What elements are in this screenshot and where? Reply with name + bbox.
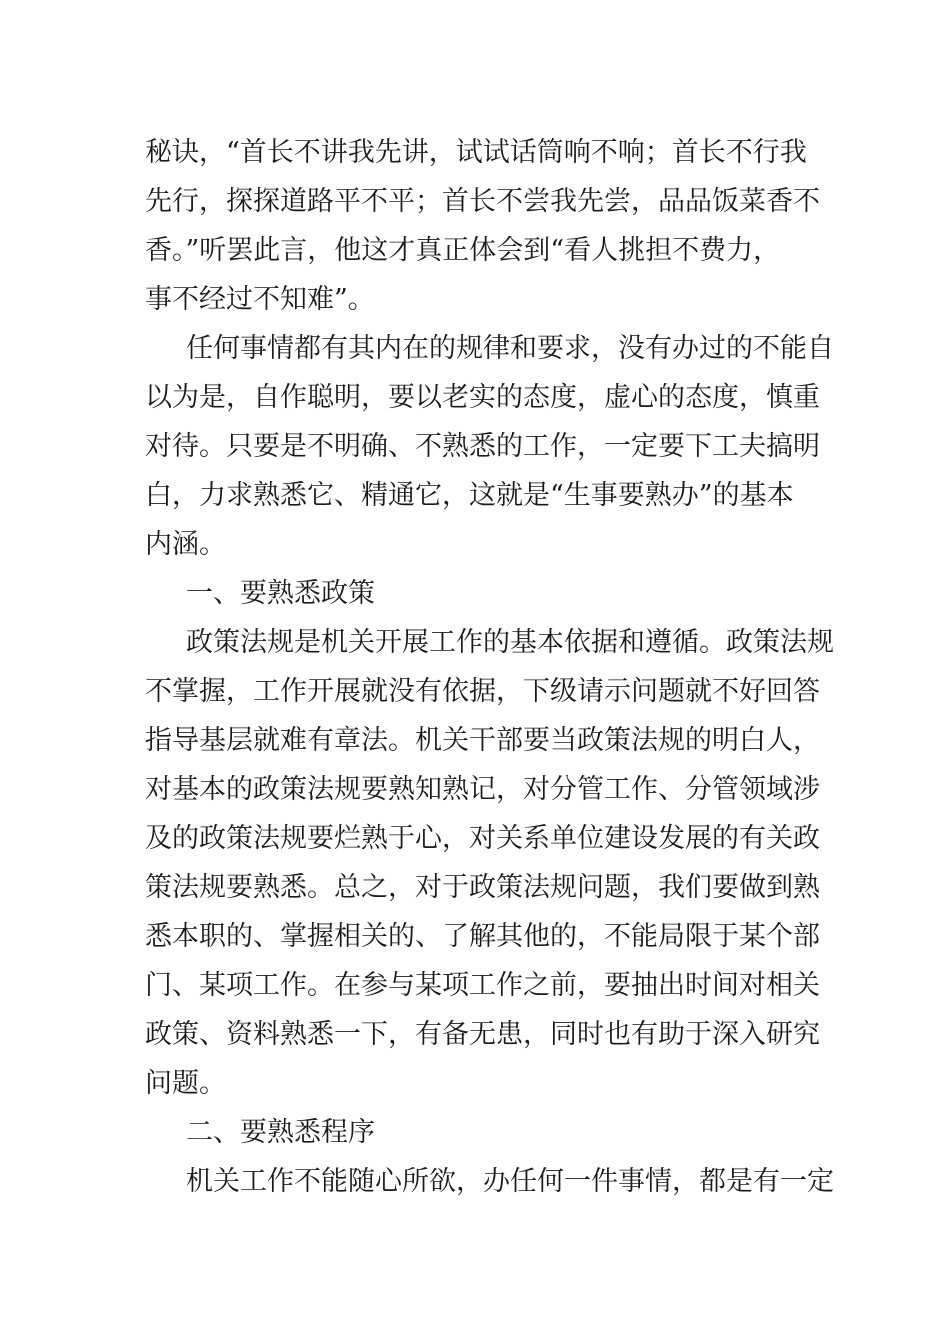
- text-line: 指导基层就难有章法。机关干部要当政策法规的明白人，: [145, 725, 820, 756]
- text-line: 事不经过不知难”。: [145, 284, 375, 315]
- section-heading-procedure: [145, 1108, 807, 1157]
- text-line: 及的政策法规要烂熟于心，对关系单位建设发展的有关政: [145, 823, 820, 854]
- text-line: 对基本的政策法规要熟知熟记，对分管工作、分管领域涉: [145, 774, 820, 805]
- paragraph-procedure: [145, 1157, 834, 1206]
- paragraph-continuation: [145, 128, 820, 324]
- text-line: 悉本职的、掌握相关的、了解其他的，不能局限于某个部: [145, 921, 820, 952]
- text-line: 白，力求熟悉它、精通它，这就是“生事要熟办”的基本: [145, 480, 794, 511]
- paragraph-policy: [145, 618, 834, 1108]
- text-line: 秘诀，“首长不讲我先讲，试试话筒响不响；首长不行我: [145, 137, 807, 168]
- text-line: 政策法规是机关开展工作的基本依据和遵循。政策法规: [186, 627, 834, 658]
- text-line: 以为是，自作聪明，要以老实的态度，虚心的态度，慎重: [145, 382, 820, 413]
- text-line: 政策、资料熟悉一下，有备无患，同时也有助于深入研究: [145, 1019, 820, 1050]
- text-line: 策法规要熟悉。总之，对于政策法规问题，我们要做到熟: [145, 872, 820, 903]
- document-body: [145, 128, 834, 1206]
- text-line: 机关工作不能随心所欲，办任何一件事情，都是有一定: [186, 1166, 834, 1197]
- text-line: 对待。只要是不明确、不熟悉的工作，一定要下工夫搞明: [145, 431, 820, 462]
- text-line: 门、某项工作。在参与某项工作之前，要抽出时间对相关: [145, 970, 820, 1001]
- text-line: 先行，探探道路平不平；首长不尝我先尝，品品饭菜香不: [145, 186, 820, 217]
- text-line: 香。”听罢此言，他这才真正体会到“看人挑担不费力，: [145, 235, 781, 266]
- heading-text: 二、要熟悉程序: [186, 1117, 375, 1148]
- heading-text: 一、要熟悉政策: [186, 578, 375, 609]
- text-line: 任何事情都有其内在的规律和要求，没有办过的不能自: [186, 333, 834, 364]
- paragraph-meaning: [145, 324, 834, 569]
- section-heading-policy: [145, 569, 807, 618]
- text-line: 问题。: [145, 1068, 226, 1099]
- text-line: 内涵。: [145, 529, 226, 560]
- text-line: 不掌握，工作开展就没有依据，下级请示问题就不好回答: [145, 676, 820, 707]
